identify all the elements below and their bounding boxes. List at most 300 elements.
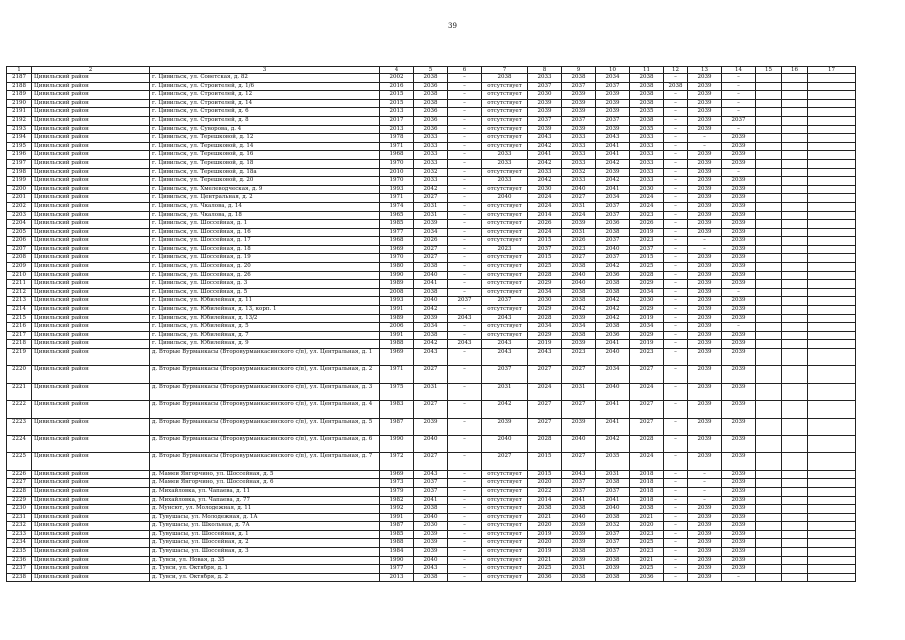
value-cell: [782, 108, 808, 117]
value-cell: 2033: [630, 134, 664, 143]
column-number: 7: [482, 67, 528, 74]
value-cell: –: [664, 125, 688, 134]
value-cell: 2027: [562, 366, 596, 383]
row-number-cell: 2200: [7, 185, 32, 194]
row-number-cell: 2202: [7, 202, 32, 211]
value-cell: [756, 539, 782, 548]
address-cell: г. Цивильск, ул. Центральная, д. 2: [150, 194, 380, 203]
district-cell: Цивильский район: [32, 99, 150, 108]
value-cell: [756, 74, 782, 83]
value-cell: –: [664, 202, 688, 211]
value-cell: –: [448, 573, 482, 582]
value-cell: 2038: [414, 99, 448, 108]
value-cell: –: [448, 159, 482, 168]
value-cell: отсутствует: [482, 539, 528, 548]
address-cell: г. Цивильск, ул. Терешковой, д. 12: [150, 134, 380, 143]
address-cell: д. Тувушасы, ул. Шоссейная, д. 1: [150, 530, 380, 539]
value-cell: 2013: [380, 573, 414, 582]
value-cell: –: [448, 168, 482, 177]
address-cell: г. Цивильск, ул. Шоссейная, д. 3: [150, 280, 380, 289]
district-cell: Цивильский район: [32, 91, 150, 100]
value-cell: [808, 323, 856, 332]
value-cell: 2043: [596, 134, 630, 143]
value-cell: отсутствует: [482, 91, 528, 100]
value-cell: отсутствует: [482, 565, 528, 574]
value-cell: 2006: [380, 323, 414, 332]
value-cell: 2042: [596, 263, 630, 272]
value-cell: 2034: [414, 228, 448, 237]
value-cell: отсутствует: [482, 505, 528, 514]
value-cell: 2037: [562, 82, 596, 91]
value-cell: 2039: [722, 134, 756, 143]
address-cell: г. Цивильск, ул. Шоссейная, д. 16: [150, 228, 380, 237]
value-cell: –: [664, 245, 688, 254]
value-cell: [782, 228, 808, 237]
table-row: [7, 194, 856, 203]
value-cell: [756, 91, 782, 100]
row-number-cell: 2194: [7, 134, 32, 143]
value-cell: 2037: [562, 487, 596, 496]
value-cell: 2015: [380, 99, 414, 108]
value-cell: 2042: [414, 306, 448, 315]
table-row: [7, 539, 856, 548]
table-row: [7, 306, 856, 315]
value-cell: –: [448, 151, 482, 160]
district-cell: Цивильский район: [32, 401, 150, 418]
value-cell: 2042: [596, 314, 630, 323]
value-cell: 2042: [414, 185, 448, 194]
value-cell: –: [664, 99, 688, 108]
value-cell: 1975: [380, 383, 414, 400]
value-cell: 2041: [528, 151, 562, 160]
value-cell: 2039: [688, 539, 722, 548]
column-number: 4: [380, 67, 414, 74]
value-cell: 2034: [596, 194, 630, 203]
value-cell: [782, 116, 808, 125]
value-cell: –: [664, 168, 688, 177]
value-cell: –: [722, 91, 756, 100]
address-cell: д. Тувушасы, ул. Шоссейная, д. 3: [150, 548, 380, 557]
district-cell: Цивильский район: [32, 513, 150, 522]
value-cell: 2027: [528, 366, 562, 383]
value-cell: 2043: [448, 340, 482, 349]
value-cell: 2014: [528, 496, 562, 505]
value-cell: 2019: [630, 314, 664, 323]
table-row: [7, 82, 856, 91]
value-cell: 2024: [528, 202, 562, 211]
value-cell: 2036: [596, 331, 630, 340]
value-cell: 2018: [630, 479, 664, 488]
value-cell: 2039: [688, 383, 722, 400]
district-cell: Цивильский район: [32, 366, 150, 383]
value-cell: 1965: [380, 211, 414, 220]
value-cell: 1991: [380, 513, 414, 522]
value-cell: 2035: [630, 108, 664, 117]
value-cell: 2038: [414, 263, 448, 272]
value-cell: 2039: [722, 220, 756, 229]
table-row: [7, 366, 856, 383]
table-row: [7, 513, 856, 522]
value-cell: [782, 159, 808, 168]
address-cell: г. Цивильск, ул. Терешковой, д. 14: [150, 142, 380, 151]
value-cell: 2033: [482, 177, 528, 186]
value-cell: 2038: [596, 479, 630, 488]
value-cell: 2022: [528, 487, 562, 496]
value-cell: 2023: [630, 349, 664, 366]
value-cell: 2039: [722, 470, 756, 479]
value-cell: 2039: [688, 280, 722, 289]
value-cell: 2026: [528, 220, 562, 229]
value-cell: 2036: [414, 125, 448, 134]
column-number: 8: [528, 67, 562, 74]
row-number-cell: 2204: [7, 220, 32, 229]
value-cell: 2033: [414, 142, 448, 151]
row-number-cell: 2220: [7, 366, 32, 383]
table-row: [7, 271, 856, 280]
value-cell: 1971: [380, 194, 414, 203]
value-cell: 2037: [448, 297, 482, 306]
value-cell: –: [664, 314, 688, 323]
value-cell: 2039: [562, 108, 596, 117]
value-cell: [782, 194, 808, 203]
value-cell: 2039: [688, 530, 722, 539]
value-cell: 2020: [528, 479, 562, 488]
value-cell: [808, 496, 856, 505]
value-cell: 2039: [688, 116, 722, 125]
value-cell: 2039: [562, 125, 596, 134]
value-cell: –: [722, 168, 756, 177]
value-cell: –: [448, 556, 482, 565]
value-cell: [756, 522, 782, 531]
value-cell: отсутствует: [482, 142, 528, 151]
value-cell: 1974: [380, 202, 414, 211]
value-cell: 2027: [630, 418, 664, 435]
value-cell: 2028: [630, 435, 664, 452]
table-row: [7, 383, 856, 400]
district-cell: Цивильский район: [32, 479, 150, 488]
value-cell: 2038: [562, 297, 596, 306]
district-cell: Цивильский район: [32, 297, 150, 306]
value-cell: –: [722, 74, 756, 83]
address-cell: д. Тувси, ул. Новая, д. 35: [150, 556, 380, 565]
value-cell: 2027: [414, 245, 448, 254]
value-cell: [756, 323, 782, 332]
table-row: [7, 548, 856, 557]
value-cell: [782, 548, 808, 557]
address-cell: д. Тувушасы, ул. Шоссейная, д. 2: [150, 539, 380, 548]
value-cell: 2038: [630, 99, 664, 108]
value-cell: 2039: [688, 548, 722, 557]
table-row: [7, 340, 856, 349]
row-number-cell: 2208: [7, 254, 32, 263]
value-cell: 2039: [688, 125, 722, 134]
value-cell: [782, 505, 808, 514]
row-number-cell: 2203: [7, 211, 32, 220]
column-number: 15: [756, 67, 782, 74]
value-cell: [782, 331, 808, 340]
table-row: [7, 522, 856, 531]
district-cell: Цивильский район: [32, 418, 150, 435]
value-cell: 2023: [562, 349, 596, 366]
value-cell: [782, 418, 808, 435]
value-cell: 1985: [380, 220, 414, 229]
value-cell: 2039: [688, 556, 722, 565]
value-cell: 2039: [722, 228, 756, 237]
value-cell: [782, 185, 808, 194]
row-number-cell: 2216: [7, 323, 32, 332]
value-cell: –: [448, 177, 482, 186]
value-cell: –: [664, 530, 688, 539]
value-cell: [782, 470, 808, 479]
value-cell: –: [664, 435, 688, 452]
value-cell: 2041: [596, 340, 630, 349]
district-cell: Цивильский район: [32, 108, 150, 117]
value-cell: 1990: [380, 271, 414, 280]
value-cell: отсутствует: [482, 288, 528, 297]
value-cell: 2030: [528, 91, 562, 100]
value-cell: [808, 194, 856, 203]
row-number-cell: 2217: [7, 331, 32, 340]
value-cell: 2038: [414, 91, 448, 100]
value-cell: 2033: [562, 177, 596, 186]
value-cell: 2041: [414, 280, 448, 289]
value-cell: 2027: [414, 194, 448, 203]
value-cell: 2008: [380, 288, 414, 297]
value-cell: [808, 237, 856, 246]
value-cell: 2033: [528, 168, 562, 177]
value-cell: 2024: [528, 194, 562, 203]
address-cell: д. Вторые Вурманкасы (Второвурманкасинского с/п), ул. Центральная, д. 2: [150, 366, 380, 383]
value-cell: –: [448, 323, 482, 332]
value-cell: –: [722, 82, 756, 91]
value-cell: отсутствует: [482, 513, 528, 522]
value-cell: 2038: [562, 288, 596, 297]
value-cell: 2039: [562, 530, 596, 539]
value-cell: [756, 263, 782, 272]
value-cell: –: [664, 142, 688, 151]
value-cell: 2039: [414, 530, 448, 539]
value-cell: –: [664, 453, 688, 470]
value-cell: [756, 383, 782, 400]
value-cell: 2039: [688, 513, 722, 522]
value-cell: 2039: [414, 418, 448, 435]
value-cell: 2027: [630, 366, 664, 383]
value-cell: [756, 220, 782, 229]
value-cell: 2035: [596, 453, 630, 470]
value-cell: 2042: [596, 177, 630, 186]
value-cell: [782, 479, 808, 488]
value-cell: 1993: [380, 185, 414, 194]
value-cell: [756, 271, 782, 280]
value-cell: [808, 151, 856, 160]
value-cell: 2039: [722, 263, 756, 272]
value-cell: –: [722, 323, 756, 332]
value-cell: 2037: [596, 211, 630, 220]
district-cell: Цивильский район: [32, 548, 150, 557]
value-cell: 2039: [722, 211, 756, 220]
value-cell: 2033: [630, 177, 664, 186]
value-cell: [808, 340, 856, 349]
value-cell: [808, 487, 856, 496]
value-cell: 2040: [414, 435, 448, 452]
value-cell: –: [664, 306, 688, 315]
value-cell: 2033: [562, 159, 596, 168]
page-number: 39: [448, 22, 457, 30]
value-cell: 2039: [688, 220, 722, 229]
value-cell: 2039: [722, 237, 756, 246]
value-cell: [808, 530, 856, 539]
value-cell: 2024: [528, 383, 562, 400]
value-cell: 2015: [528, 237, 562, 246]
value-cell: 2039: [688, 271, 722, 280]
value-cell: –: [664, 254, 688, 263]
value-cell: отсутствует: [482, 185, 528, 194]
table-row: [7, 108, 856, 117]
value-cell: –: [448, 142, 482, 151]
value-cell: [808, 548, 856, 557]
value-cell: 2037: [596, 487, 630, 496]
value-cell: 2030: [630, 297, 664, 306]
value-cell: 2039: [596, 168, 630, 177]
value-cell: отсутствует: [482, 263, 528, 272]
value-cell: 2033: [630, 159, 664, 168]
value-cell: [808, 211, 856, 220]
value-cell: –: [448, 349, 482, 366]
address-cell: г. Цивильск, ул. Шоссейная, д. 1: [150, 220, 380, 229]
district-cell: Цивильский район: [32, 202, 150, 211]
value-cell: –: [448, 487, 482, 496]
address-cell: д. Мамеи Янгорчино, ул. Шоссейная, д. 5: [150, 470, 380, 479]
value-cell: 1992: [380, 505, 414, 514]
district-cell: Цивильский район: [32, 168, 150, 177]
value-cell: 2027: [528, 401, 562, 418]
value-cell: 2031: [414, 202, 448, 211]
value-cell: –: [664, 91, 688, 100]
value-cell: 1988: [380, 340, 414, 349]
value-cell: 2042: [596, 297, 630, 306]
value-cell: отсутствует: [482, 496, 528, 505]
value-cell: 2038: [562, 505, 596, 514]
value-cell: 2027: [414, 254, 448, 263]
district-cell: Цивильский район: [32, 185, 150, 194]
value-cell: 2039: [688, 91, 722, 100]
value-cell: [808, 288, 856, 297]
value-cell: [756, 116, 782, 125]
register-table-body: [7, 67, 856, 582]
value-cell: 2039: [596, 99, 630, 108]
value-cell: 2023: [630, 530, 664, 539]
value-cell: 2038: [596, 513, 630, 522]
value-cell: 2039: [688, 366, 722, 383]
value-cell: –: [448, 366, 482, 383]
column-number: 16: [782, 67, 808, 74]
value-cell: 2040: [562, 280, 596, 289]
value-cell: отсутствует: [482, 116, 528, 125]
value-cell: 2039: [688, 288, 722, 297]
value-cell: 2039: [722, 513, 756, 522]
value-cell: 2039: [722, 435, 756, 452]
value-cell: 2036: [630, 573, 664, 582]
value-cell: 2042: [528, 177, 562, 186]
row-number-cell: 2222: [7, 401, 32, 418]
value-cell: 2039: [688, 185, 722, 194]
table-row: [7, 401, 856, 418]
value-cell: 2040: [596, 383, 630, 400]
value-cell: 2018: [630, 470, 664, 479]
column-number: 3: [150, 67, 380, 74]
value-cell: 2039: [688, 82, 722, 91]
value-cell: 2039: [688, 573, 722, 582]
value-cell: 2033: [414, 159, 448, 168]
address-cell: д. Тувси, ул. Октября, д. 1: [150, 565, 380, 574]
value-cell: [808, 254, 856, 263]
value-cell: 2031: [562, 202, 596, 211]
value-cell: 2028: [528, 435, 562, 452]
value-cell: –: [664, 228, 688, 237]
value-cell: 2015: [380, 91, 414, 100]
value-cell: 2039: [562, 91, 596, 100]
value-cell: [756, 228, 782, 237]
value-cell: –: [664, 177, 688, 186]
table-row: [7, 177, 856, 186]
value-cell: 2025: [528, 263, 562, 272]
row-number-cell: 2193: [7, 125, 32, 134]
value-cell: 2041: [414, 496, 448, 505]
district-cell: Цивильский район: [32, 487, 150, 496]
table-row: [7, 116, 856, 125]
value-cell: отсутствует: [482, 470, 528, 479]
value-cell: 1990: [380, 556, 414, 565]
value-cell: 1982: [380, 496, 414, 505]
address-cell: д. Михайловка, ул. Чапаева, д. 11: [150, 487, 380, 496]
value-cell: 2040: [414, 297, 448, 306]
value-cell: 2037: [528, 82, 562, 91]
value-cell: 2039: [722, 271, 756, 280]
value-cell: 2043: [482, 349, 528, 366]
value-cell: 2030: [528, 185, 562, 194]
value-cell: 2038: [596, 556, 630, 565]
value-cell: [782, 530, 808, 539]
value-cell: 2041: [596, 418, 630, 435]
value-cell: 2040: [596, 245, 630, 254]
value-cell: [808, 99, 856, 108]
value-cell: отсутствует: [482, 99, 528, 108]
value-cell: [808, 82, 856, 91]
value-cell: [756, 168, 782, 177]
value-cell: [782, 453, 808, 470]
value-cell: [756, 340, 782, 349]
table-row: [7, 435, 856, 452]
address-cell: г. Цивильск, ул. Чкалова, д. 14: [150, 202, 380, 211]
value-cell: [782, 340, 808, 349]
value-cell: 2041: [562, 496, 596, 505]
row-number-cell: 2192: [7, 116, 32, 125]
table-row: [7, 134, 856, 143]
value-cell: –: [664, 470, 688, 479]
value-cell: 2029: [528, 280, 562, 289]
value-cell: 2033: [562, 142, 596, 151]
value-cell: 2032: [414, 168, 448, 177]
row-number-cell: 2238: [7, 573, 32, 582]
address-cell: г. Цивильск, ул. Юбилейная, д. 9: [150, 340, 380, 349]
value-cell: 2015: [528, 254, 562, 263]
value-cell: 2039: [688, 194, 722, 203]
district-cell: Цивильский район: [32, 134, 150, 143]
value-cell: [782, 151, 808, 160]
value-cell: [782, 177, 808, 186]
value-cell: –: [664, 108, 688, 117]
value-cell: отсутствует: [482, 168, 528, 177]
